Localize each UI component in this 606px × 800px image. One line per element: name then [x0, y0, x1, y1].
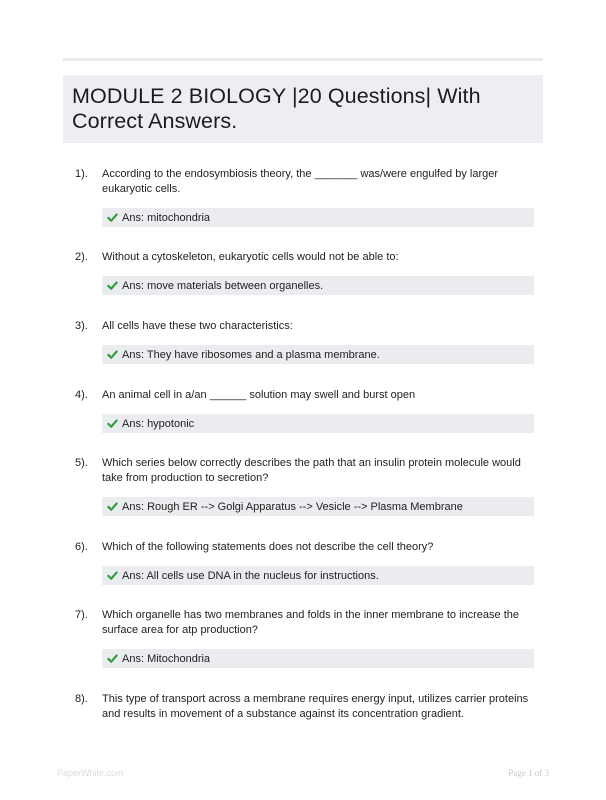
answer-text: Ans: mitochondria — [122, 211, 211, 224]
answer-text: Ans: hypotonic — [122, 417, 195, 430]
check-icon — [107, 418, 118, 429]
check-icon — [107, 570, 118, 581]
answer-text: Ans: Rough ER --> Golgi Apparatus --> Vesicle --> Plasma Membrane — [122, 500, 463, 513]
question-text: Which series below correctly describes the path that an insulin protein molecule would take from production to secretion? — [102, 457, 521, 485]
answer-text: Ans: All cells use DNA in the nucleus for instructions. — [122, 569, 379, 582]
question-number: 7). — [75, 609, 88, 621]
question-text: Which of the following statements does not describe the cell theory? — [102, 541, 434, 553]
answer-text: Ans: They have ribosomes and a plasma membrane. — [122, 348, 380, 361]
check-icon — [107, 653, 118, 664]
answer-box — [102, 208, 534, 227]
question-text: An animal cell in a/an ______ solution may swell and burst open — [102, 389, 416, 401]
check-icon — [107, 280, 118, 291]
question-text: Without a cytoskeleton, eukaryotic cells would not be able to: — [102, 251, 399, 263]
question-number: 3). — [75, 320, 88, 332]
answer-box — [102, 345, 534, 364]
check-icon — [107, 349, 118, 360]
page-number: Page 1 of 3 — [508, 768, 549, 778]
check-icon — [107, 501, 118, 512]
question-text: Which organelle has two membranes and folds in the inner membrane to increase the surface area for atp production? — [102, 609, 520, 637]
answer-box — [102, 566, 534, 585]
check-icon — [107, 212, 118, 223]
answer-box — [102, 649, 534, 668]
question-text: This type of transport across a membrane requires energy input, utilizes carrier proteins and results in movement of a substance against its concentration gradient. — [102, 693, 529, 721]
question-number: 1). — [75, 168, 88, 180]
answer-box — [102, 276, 534, 295]
answer-text: Ans: Mitochondria — [122, 652, 211, 665]
title-banner — [63, 75, 543, 143]
footer-watermark: PaperWhite.com — [57, 768, 124, 778]
question-text: According to the endosymbiosis theory, the _______ was/were engulfed by larger eukaryotic cells. — [102, 168, 499, 196]
question-number: 2). — [75, 251, 88, 263]
page-title: MODULE 2 BIOLOGY |20 Questions| With Correct Answers. — [72, 84, 481, 133]
question-text: All cells have these two characteristics: — [102, 320, 293, 332]
question-number: 6). — [75, 541, 88, 553]
answer-box — [102, 414, 534, 433]
answer-box — [102, 497, 534, 516]
answer-text: Ans: move materials between organelles. — [122, 279, 324, 292]
top-divider — [63, 58, 543, 61]
question-number: 8). — [75, 693, 88, 705]
question-number: 5). — [75, 457, 88, 469]
question-number: 4). — [75, 389, 88, 401]
